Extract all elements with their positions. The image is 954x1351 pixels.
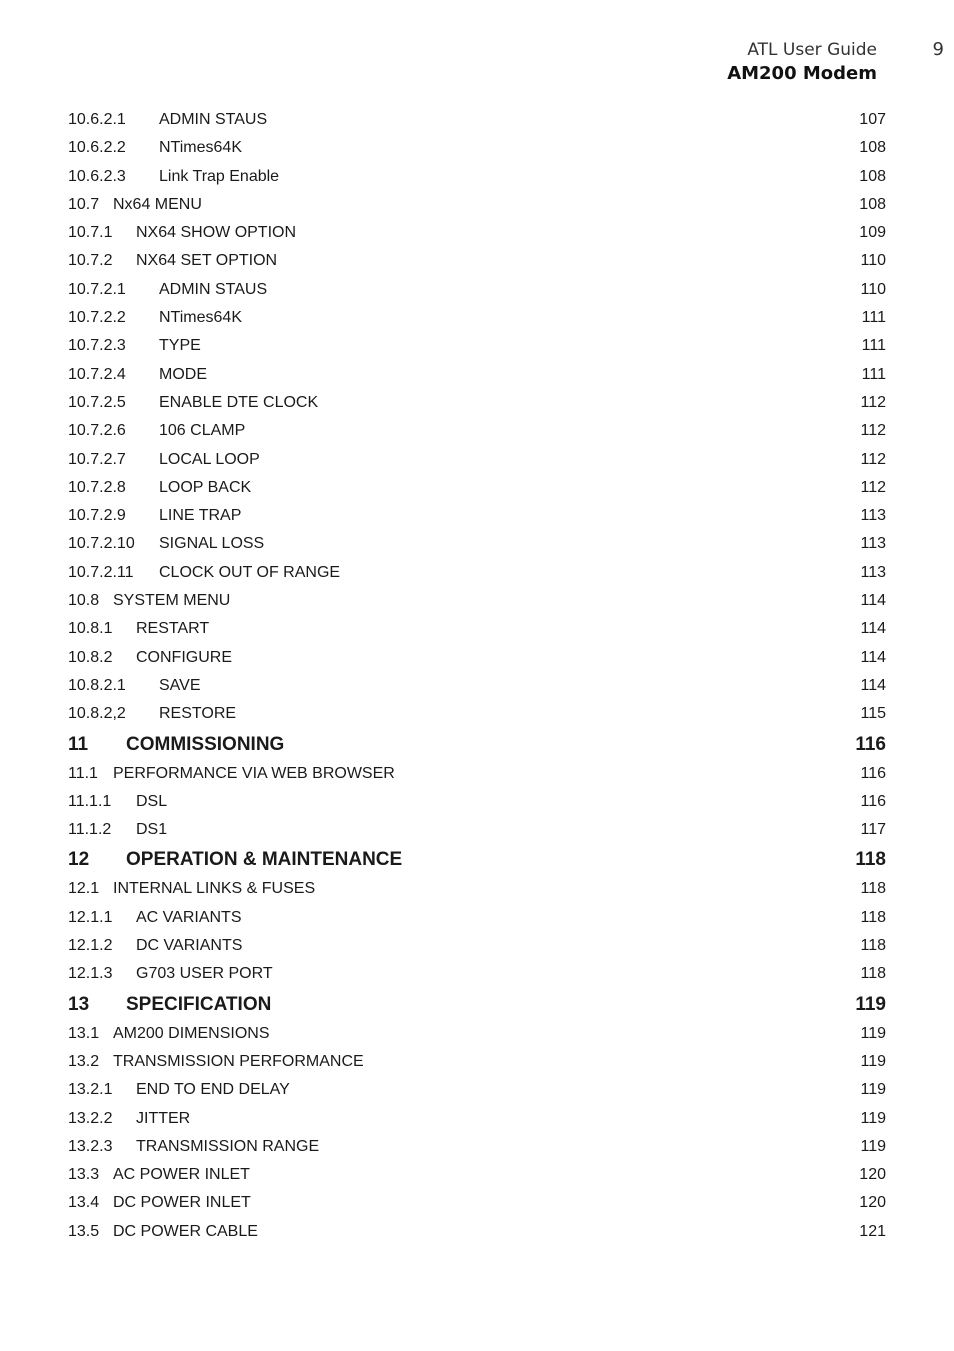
toc-entry-number: 10.7 (68, 195, 100, 213)
toc-entry-number: 10.7.2.2 (68, 309, 126, 327)
toc-entry-title: SPECIFICATION (126, 993, 272, 1015)
toc-entry[interactable] (68, 960, 886, 988)
toc-entry-page: 117 (860, 821, 886, 839)
toc-entry-number: 13.2.1 (68, 1081, 113, 1099)
toc-entry[interactable] (68, 1020, 886, 1048)
toc-entry-page: 108 (859, 195, 886, 213)
toc-entry-number: 10.7.2.3 (68, 337, 126, 355)
toc-entry-title: NX64 SET OPTION (136, 252, 278, 270)
toc-entry-title: MODE (159, 365, 207, 383)
toc-entry[interactable] (68, 417, 886, 445)
document-subtitle: AM200 Modem (727, 63, 877, 84)
toc-entry[interactable] (68, 474, 886, 502)
toc-entry-title: COMMISSIONING (126, 733, 285, 755)
toc-entry-title: NX64 SHOW OPTION (136, 224, 297, 242)
toc-entry-page: 116 (860, 792, 886, 810)
toc-entry-number: 10.8.2 (68, 648, 113, 666)
toc-entry-page: 110 (860, 280, 886, 298)
toc-entry-number: 11.1.1 (68, 792, 112, 810)
toc-entry[interactable] (68, 644, 886, 672)
toc-entry-number: 10.6.2.2 (68, 139, 126, 157)
toc-entry-title: END TO END DELAY (136, 1081, 290, 1099)
toc-entry[interactable] (68, 904, 886, 932)
toc-entry-page: 110 (860, 252, 886, 270)
toc-entry-number: 10.7.2 (68, 252, 113, 270)
toc-entry-page: 108 (859, 167, 886, 185)
toc-entry-page: 118 (860, 908, 886, 926)
toc-entry-number: 11 (68, 733, 89, 755)
toc-entry-title: INTERNAL LINKS & FUSES (113, 880, 316, 898)
toc-entry-page: 114 (860, 620, 886, 638)
toc-entry[interactable] (68, 1048, 886, 1076)
toc-entry-page: 118 (860, 937, 886, 955)
toc-entry-number: 10.7.2.1 (68, 280, 126, 298)
toc-entry-page: 111 (861, 365, 886, 383)
toc-entry-number: 10.8.1 (68, 620, 113, 638)
toc-entry-page: 113 (860, 563, 886, 581)
toc-entry-number: 12.1 (68, 880, 100, 898)
toc-entry-number: 12.1.2 (68, 937, 113, 955)
toc-entry[interactable] (68, 134, 886, 162)
toc-entry-page: 115 (860, 705, 886, 723)
toc-entry-number: 10.7.1 (68, 224, 113, 242)
toc-entry-title: CLOCK OUT OF RANGE (159, 563, 341, 581)
toc-entry-title: DC POWER INLET (113, 1194, 251, 1212)
toc-entry-page: 120 (859, 1166, 886, 1184)
toc-entry[interactable] (68, 304, 886, 332)
toc-entry-number: 10.7.2.7 (68, 450, 126, 468)
toc-entry-page: 116 (855, 733, 886, 755)
toc-entry-number: 10.7.2.9 (68, 507, 126, 525)
toc-entry-number: 10.7.2.6 (68, 422, 126, 440)
toc-entry-title: DS1 (136, 821, 168, 839)
toc-entry-title: DC VARIANTS (136, 937, 243, 955)
toc-entry[interactable] (68, 559, 886, 587)
toc-entry-number: 13.4 (68, 1194, 100, 1212)
toc-entry[interactable] (68, 989, 886, 1020)
toc-entry[interactable] (68, 446, 886, 474)
toc-entry-title: TRANSMISSION RANGE (136, 1137, 320, 1155)
toc-entry[interactable] (68, 1161, 886, 1189)
toc-entry-number: 13.2.2 (68, 1109, 113, 1127)
toc-entry[interactable] (68, 700, 886, 728)
toc-entry-title: OPERATION & MAINTENANCE (126, 849, 403, 871)
table-of-contents (68, 106, 886, 1246)
toc-entry-number: 13.1 (68, 1024, 100, 1042)
toc-entry-page: 114 (860, 676, 886, 694)
toc-entry-title: DC POWER CABLE (113, 1222, 258, 1240)
toc-entry[interactable] (68, 760, 886, 788)
page-number: 9 (932, 39, 944, 60)
toc-entry-page: 112 (860, 450, 886, 468)
toc-entry-number: 13.5 (68, 1222, 100, 1240)
toc-entry[interactable] (68, 844, 886, 875)
toc-entry-page: 119 (855, 993, 886, 1015)
toc-entry-title: SYSTEM MENU (113, 592, 231, 610)
toc-entry-page: 121 (859, 1222, 886, 1240)
toc-entry-page: 107 (859, 111, 886, 128)
toc-entry-number: 13.2.3 (68, 1137, 113, 1155)
toc-entry-page: 114 (860, 648, 886, 666)
toc-entry-title: ENABLE DTE CLOCK (159, 393, 319, 411)
toc-entry-title: AC VARIANTS (136, 908, 242, 926)
toc-entry-title: NTimes64K (159, 309, 242, 327)
toc-entry-page: 119 (860, 1137, 886, 1155)
toc-entry[interactable] (68, 332, 886, 360)
toc-entry-page: 112 (860, 478, 886, 496)
toc-entry-title: TRANSMISSION PERFORMANCE (113, 1052, 364, 1070)
toc-entry-number: 10.7.2.4 (68, 365, 126, 383)
toc-entry[interactable] (68, 163, 886, 191)
toc-entry-title: ADMIN STAUS (159, 111, 268, 128)
toc-entry[interactable] (68, 1189, 886, 1217)
toc-entry[interactable] (68, 530, 886, 558)
toc-entry-number: 11.1.2 (68, 821, 112, 839)
toc-entry[interactable] (68, 672, 886, 700)
toc-entry-title: 106 CLAMP (159, 422, 246, 440)
toc-entry[interactable] (68, 106, 886, 134)
toc-entry[interactable] (68, 875, 886, 903)
toc-entry-page: 113 (860, 535, 886, 553)
toc-entry-title: Link Trap Enable (159, 167, 280, 185)
toc-entry-title: RESTART (136, 620, 210, 638)
toc-entry-title: ADMIN STAUS (159, 280, 268, 298)
toc-entry-title: LOOP BACK (159, 478, 252, 496)
toc-entry-title: CONFIGURE (136, 648, 232, 666)
toc-entry-title: TYPE (159, 337, 201, 355)
document-title: ATL User Guide (747, 40, 877, 60)
toc-entry-page: 116 (860, 764, 886, 782)
toc-entry-page: 119 (860, 1109, 886, 1127)
page-header (727, 38, 877, 86)
toc-entry[interactable] (68, 615, 886, 643)
toc-entry-page: 113 (860, 507, 886, 525)
toc-entry-page: 119 (860, 1024, 886, 1042)
toc-entry-page: 119 (860, 1052, 886, 1070)
toc-entry-page: 118 (860, 880, 886, 898)
toc-entry-page: 120 (859, 1194, 886, 1212)
toc-entry-title: AM200 DIMENSIONS (113, 1024, 270, 1042)
toc-entry[interactable] (68, 729, 886, 760)
toc-entry-title: Nx64 MENU (113, 195, 202, 213)
toc-entry-title: G703 USER PORT (136, 965, 273, 983)
toc-entry[interactable] (68, 361, 886, 389)
toc-entry[interactable] (68, 219, 886, 247)
toc-entry-title: PERFORMANCE VIA WEB BROWSER (113, 764, 395, 782)
toc-entry-number: 12.1.1 (68, 908, 113, 926)
toc-entry-page: 112 (860, 422, 886, 440)
toc-entry-title: SAVE (159, 676, 201, 694)
toc-entry[interactable] (68, 276, 886, 304)
toc-entry[interactable] (68, 1076, 886, 1104)
toc-entry[interactable] (68, 247, 886, 275)
toc-entry-title: RESTORE (159, 705, 237, 723)
toc-entry-page: 114 (860, 592, 886, 610)
toc-entry[interactable] (68, 816, 886, 844)
toc-entry[interactable] (68, 191, 886, 219)
toc-entry-page: 118 (860, 965, 886, 983)
toc-entry-title: AC POWER INLET (113, 1166, 250, 1184)
toc-entry-title: LINE TRAP (159, 507, 242, 525)
toc-entry-number: 10.7.2.10 (68, 535, 135, 553)
toc-entry-page: 108 (859, 139, 886, 157)
toc-entry-number: 10.7.2.8 (68, 478, 126, 496)
toc-entry-title: JITTER (136, 1109, 191, 1127)
toc-entry-title: NTimes64K (159, 139, 242, 157)
toc-entry[interactable] (68, 1133, 886, 1161)
toc-entry[interactable] (68, 502, 886, 530)
toc-entry-number: 13.2 (68, 1052, 100, 1070)
toc-entry[interactable] (68, 932, 886, 960)
toc-entry-number: 10.6.2.3 (68, 167, 126, 185)
toc-entry-page: 118 (855, 849, 886, 871)
toc-entry-number: 13 (68, 993, 90, 1015)
toc-entry-page: 119 (860, 1081, 886, 1099)
toc-entry-page: 112 (860, 393, 886, 411)
toc-entry-page: 111 (861, 337, 886, 355)
toc-entry-number: 10.8 (68, 592, 100, 610)
toc-entry-title: SIGNAL LOSS (159, 535, 265, 553)
toc-entry-number: 13.3 (68, 1166, 100, 1184)
toc-entry-number: 10.7.2.5 (68, 393, 126, 411)
toc-entry-title: LOCAL LOOP (159, 450, 260, 468)
toc-entry-number: 10.7.2.11 (68, 563, 134, 581)
toc-entry[interactable] (68, 389, 886, 417)
toc-entry-number: 10.6.2.1 (68, 111, 126, 128)
toc-entry-page: 111 (861, 309, 886, 327)
toc-entry-page: 109 (859, 224, 886, 242)
toc-entry-number: 12 (68, 849, 90, 871)
toc-entry-number: 12.1.3 (68, 965, 113, 983)
toc-entry-number: 10.8.2,2 (68, 705, 126, 723)
toc-entry[interactable] (68, 587, 886, 615)
toc-entry-number: 10.8.2.1 (68, 676, 126, 694)
toc-entry-title: DSL (136, 792, 168, 810)
toc-entry[interactable] (68, 1105, 886, 1133)
toc-entry[interactable] (68, 1218, 886, 1246)
toc-entry-number: 11.1 (68, 764, 98, 782)
toc-entry[interactable] (68, 788, 886, 816)
